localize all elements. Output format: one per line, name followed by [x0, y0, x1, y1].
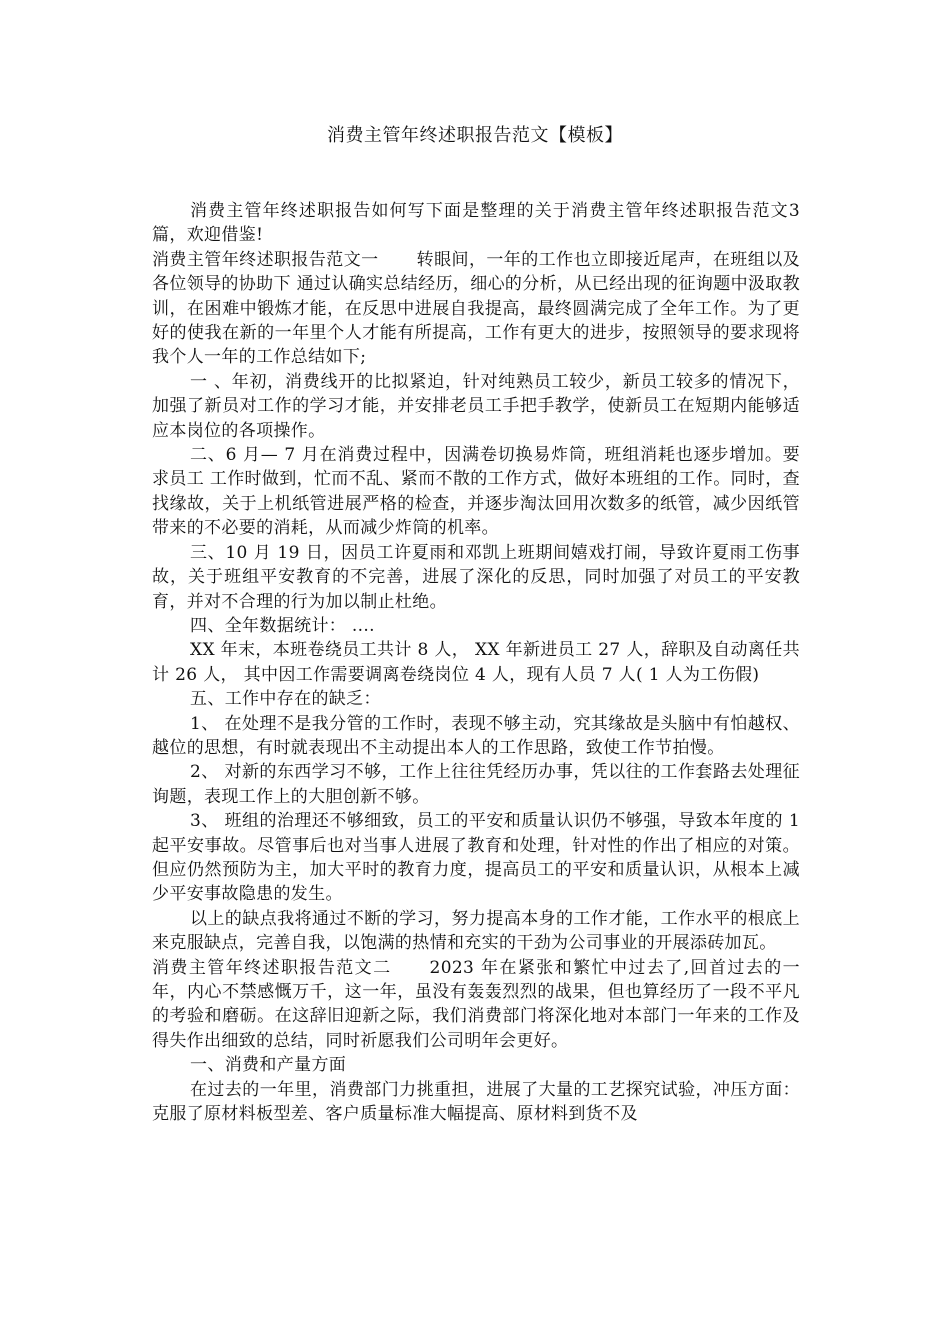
paragraph — [152, 614, 800, 638]
paragraph — [152, 638, 800, 687]
paragraph — [152, 1078, 800, 1127]
paragraph-text: 以上的缺点我将通过不断的学习，努力提高本身的工作才能，工作水平的根底上来克服缺点，完善自我，以饱满的热情和充实的干劲为公司事业的开展添砖加瓦。 — [152, 908, 800, 954]
paragraph-text: 2、 对新的东西学习不够，工作上往往凭经历办事，凭以往的工作套路去处理征询题，表现工作上的大胆创新不够。 — [152, 762, 800, 807]
paragraph-text: 2023 年在紧张和繁忙中过去了,回首过去的一年，内心不禁感慨万千，这一年，虽没有轰轰烈烈的战果，但也算经历了一段不平凡的考验和磨砺。在这辞旧迎新之际，我们消费部门将深化地对本部门一年来的工作及得失作出细致的总结，同时祈愿我们公司明年会更好。 — [152, 957, 800, 1051]
paragraph — [152, 956, 800, 1054]
paragraph-text: 五、工作中存在的缺乏： — [190, 689, 381, 710]
paragraph-text: 四、全年数据统计： .... — [190, 615, 375, 636]
paragraph-text: 消费主管年终述职报告如何写下面是整理的关于消费主管年终述职报告范文3篇，欢迎借鉴! — [152, 201, 800, 246]
paragraph — [152, 443, 800, 541]
paragraph-text: 一 、年初，消费线开的比拟紧迫，针对纯熟员工较少，新员工较多的情况下，加强了新员对工作的学习才能，并安排老员工手把手教学，使新员工在短期内能够适应本岗位的各项操作。 — [152, 371, 800, 441]
paragraph-text: 转眼间，一年的工作也立即接近尾声，在班组以及各位领导的协助下 通过认确实总结经历，细心的分析，从已经出现的征询题中汲取教训，在困难中锻炼才能，在反思中进展自我提高，最终圆满完成了全年工作。为了更好的使我在新的一年里个人才能有所提高，工作有更大的进步，按照领导的要求现将我个人一年的工作总结如下; — [152, 249, 800, 368]
paragraph — [152, 907, 800, 956]
paragraph-text: 在过去的一年里，消费部门力挑重担，进展了大量的工艺探究试验，冲压方面：克服了原材料板型差、客户质量标准大幅提高、原材料到货不及 — [152, 1079, 800, 1125]
paragraph — [152, 809, 800, 907]
paragraph — [152, 370, 800, 443]
paragraph — [152, 248, 800, 370]
section-heading: 消费主管年终述职报告范文二 — [152, 957, 392, 978]
paragraph-text: XX 年末，本班卷绕员工共计 8 人， XX 年新进员工 27 人，辞职及自动离任共计 26 人， 其中因工作需要调离卷绕岗位 4 人，现有人员 7 人( 1 人为工伤假) — [152, 640, 800, 685]
section-heading: 消费主管年终述职报告范文一 — [152, 249, 379, 270]
paragraph-text: 二、6 月— 7 月在消费过程中，因满卷切换易炸筒，班组消耗也逐步增加。要求员工 工作时做到，忙而不乱、紧而不散的工作方式，做好本班组的工作。同时，查找缘故，关于上机纸管进展严格的检查，并逐步淘汰回用次数多的纸管，减少因纸管带来的不必要的消耗，从而减少炸筒的机率。 — [152, 445, 800, 539]
paragraph — [152, 760, 800, 809]
paragraph — [152, 541, 800, 614]
paragraph — [152, 199, 800, 248]
paragraph — [152, 687, 800, 711]
paragraph — [152, 712, 800, 761]
paragraph-text: 三、10 月 19 日，因员工许夏雨和邓凯上班期间嬉戏打闹，导致许夏雨工伤事故，关于班组平安教育的不完善，进展了深化的反思，同时加强了对员工的平安教育，并对不合理的行为加以制止杜绝。 — [152, 542, 800, 612]
paragraph-text: 3、 班组的治理还不够细致，员工的平安和质量认识仍不够强，导致本年度的 1 起平安事故。尽管事后也对当事人进展了教育和处理，针对性的作出了相应的对策。但应仍然预防为主，加大平时的教育力度，提高员工的平安和质量认识，从根本上减少平安事故隐患的发生。 — [152, 811, 800, 905]
document-title: 消费主管年终述职报告范文【模板】 — [327, 125, 623, 146]
paragraph — [152, 1053, 800, 1077]
paragraph-text: 一、消费和产量方面 — [190, 1055, 347, 1076]
paragraph-text: 1、 在处理不是我分管的工作时，表现不够主动，究其缘故是头脑中有怕越权、越位的思想，有时就表现出不主动提出本人的工作思路，致使工作节拍慢。 — [152, 713, 800, 758]
document-body — [152, 199, 800, 1126]
